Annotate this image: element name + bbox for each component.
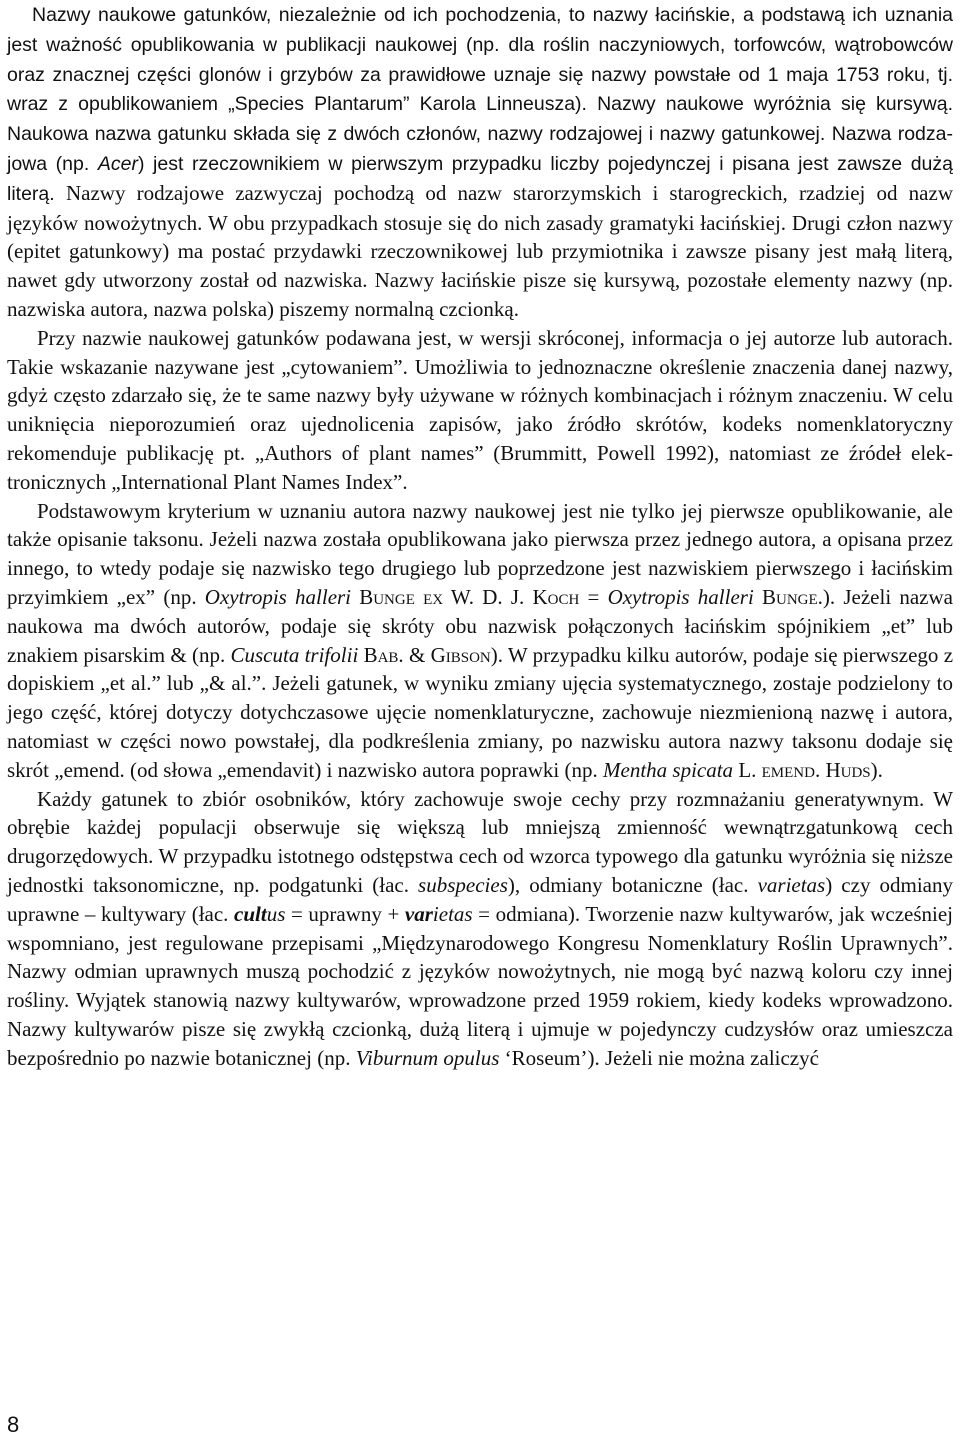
text-span: = xyxy=(579,584,608,609)
text-span: Mentha spicata xyxy=(603,757,734,782)
text-span: subspecies xyxy=(418,872,508,897)
text-span: varietas xyxy=(757,872,826,897)
text-span: ). xyxy=(870,757,883,782)
text-span: = uprawny + xyxy=(285,901,405,926)
text-span: L. xyxy=(733,757,762,782)
paragraph-4 xyxy=(7,785,953,1073)
text-span: & xyxy=(403,642,431,667)
text-span: Oxytropis halleri xyxy=(204,584,352,609)
text-span: Przy nazwie naukowej gatunków podawana jest, w wersji skróconej, informacja o jej autorze lub autorach. Takie wskazanie nazywane jest „cytowaniem”. Umożliwia to jednoznaczne określenie znaczenia danej nazwy, gdyż często zdarzało się, że te same nazwy były używane w różnych kombinacjach i różnym znaczeniu. W celu uniknięcia nieporozumień oraz ujednolicenia zapisów, jako źródło skrótów, kodeks nomenklatoryczny rekomenduje publikację pt. „Authors of plant names” (Brummitt, Powell 1992), natomiast ze źródeł elektronicznych „International Plant Names Index”. xyxy=(7,325,953,494)
text-span: Viburnum opulus xyxy=(355,1045,500,1070)
text-span: emend. xyxy=(761,757,821,782)
text-span: Nazwy rodzajowe zazwyczaj pochodzą od nazw starorzymskich i starogreckich, rzadziej od nazw języków nowożytnych. W obu przypadkach stosuje się do nich zasady gramatyki łacińskiej. Drugi człon nazwy (epitet gatunkowy) ma postać przydawki rzeczownikowej lub przymiotnika i zawsze pisany jest małą literą, nawet gdy utworzony został od nazwiska. Nazwy łacińskie pisze się kursywą, pozostałe elementy nazwy (np. nazwiska autora, nazwa polska) piszemy normalną czcionką. xyxy=(7,180,953,321)
text-span: Gibson xyxy=(430,642,491,667)
text-span: ). Jeżeli nazwa naukowa ma dwóch autorów, podaje się skróty obu nazwisk połączonych łacińskim spójnikiem „et” lub znakiem pisarskim & (np. xyxy=(7,584,953,667)
text-span: Bab. xyxy=(363,642,404,667)
text-span xyxy=(351,585,359,609)
text-span: ietas xyxy=(432,901,473,926)
text-span: Huds xyxy=(825,757,871,782)
paragraph-1 xyxy=(7,0,953,324)
text-span: Koch xyxy=(532,584,580,609)
page-number: 8 xyxy=(7,1412,20,1437)
text-span: ‘Roseum’). Jeżeli nie można zaliczyć xyxy=(499,1045,819,1070)
text-span: = odmiana). Tworzenie nazw kultywarów, jak wcześniej wspomniano, jest regulowane przepisami „Międzynarodowego Kongresu Nomenklatury Roślin Uprawnych”. Nazwy odmian uprawnych muszą pochodzić z języków nowożytnych, nie mogą być nazwą koloru czy innej rośliny. Wyjątek stanowią nazwy kultywarów, wprowadzone przed 1959 rokiem, kiedy kodeks wprowadzono. Nazwy kultywarów pisze się zwykłą czcionką, dużą literą i ujmuje w pojedynczy cudzysłów oraz umieszcza bezpośrednio po nazwie botanicznej (np. xyxy=(7,901,954,1070)
text-span: Bunge. xyxy=(762,584,823,609)
text-span: var xyxy=(404,901,433,926)
text-span xyxy=(754,585,762,609)
document-body xyxy=(7,0,953,1072)
text-span: Każdy gatunek to zbiór osobników, który zachowuje swoje cechy przy rozmnażaniu generatywnym. W obrębie każdej populacji obserwuje się większą lub mniejszą zmienność wewnątrzgatunkową cech drugorzędowych. W przypadku istotnego odstępstwa cech od wzorca typowego dla gatunku wyróżnia się niższe jednostki taksonomiczne, np. podgatunki (łac. xyxy=(7,786,953,897)
text-span: Cuscuta trifolii xyxy=(230,642,359,667)
text-span: ). W przypadku kilku autorów, podaje się pierwszego z dopiskiem „et al.” lub „& al.”. Jeżeli gatunek, w wyniku zmiany ujęcia systematycznego, zostaje podzielony to jego część, której dotyczy dotychczasowe ujęcie nomenklaturyczne, zachowuje niezmienioną nazwę i autora, natomiast w części nowo powstałej, dla podkreślenia zmiany, po nazwisku autora nazwy taksonu dodaje się skrót „emend. (od słowa „emendavit) i nazwisko autora poprawki (np. xyxy=(7,642,954,782)
paragraph-2 xyxy=(7,324,953,497)
text-span: Nazwy naukowe gatunków, niezależnie od ich pochodzenia, to nazwy łacińskie, a podstawą ich uznania jest ważność opublikowania w publikacji naukowej (np. dla roślin naczyniowych, torfowców, wątrobowców oraz znacznej części glonów i grzybów za prawidłowe uznaje się nazwy powstałe od 1 maja 1753 roku, tj. wraz z opublikowaniem „Species Plantarum” Karola Linneusza). Nazwy naukowe wyróżnia się kursywą. Naukowa nazwa gatunku składa się z dwóch członów, nazwy rodzajowej i nazwy gatunkowej. Nazwa rodzajowa (np. xyxy=(7,4,953,175)
text-span: Podstawowym kryterium w uznaniu autora nazwy naukowej jest nie tylko jej pierwsze opublikowanie, ale także opisanie taksonu. Jeżeli nazwa została opublikowana jako pierwsza przez jednego autora, a opisana przez innego, to wtedy podaje się nazwisko tego drugiego lub poprzedzone jest nazwiskiem pierwszego i łacińskim przyimkiem „ex” (np. xyxy=(7,498,953,609)
text-span: ) jest rzeczownikiem w pierwszym przypadku liczby pojedynczej i pisana jest zawsze dużą literą. xyxy=(7,152,953,205)
text-span: ) czy odmiany uprawne – kultywary (łac. xyxy=(7,872,954,926)
text-span: cult xyxy=(234,901,267,926)
text-span: ), odmiany botaniczne (łac. xyxy=(507,872,758,897)
text-span: Oxytropis halleri xyxy=(607,584,754,609)
text-span: us xyxy=(266,901,286,926)
text-span: Acer xyxy=(97,152,138,175)
text-span: Bunge ex xyxy=(359,584,444,609)
text-span: W. D. J. xyxy=(443,584,533,609)
paragraph-3 xyxy=(7,497,953,785)
